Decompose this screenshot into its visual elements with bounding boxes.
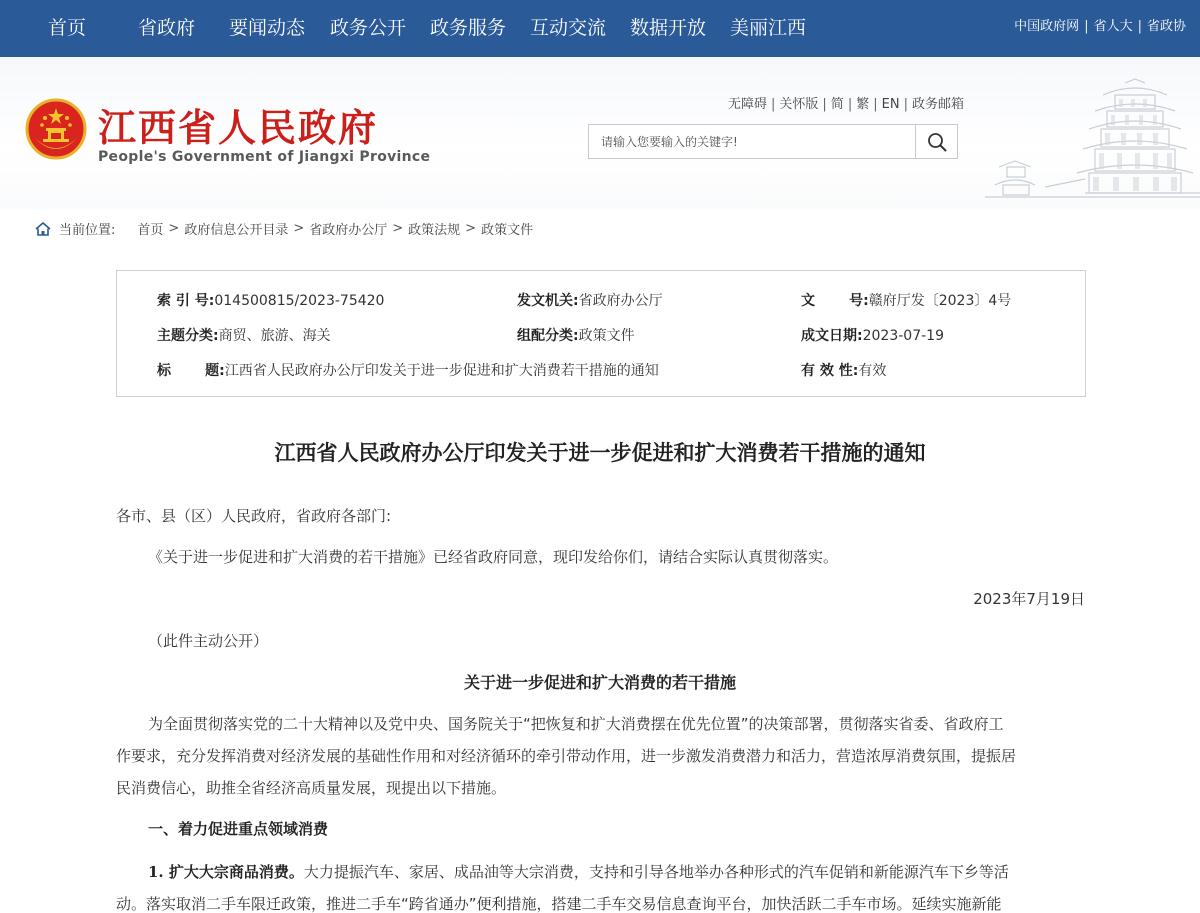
top-nav [0,0,1200,57]
item-1-line-1-text: 大力提振汽车、家居、成品油等大宗消费，支持和引导各地举办各种形式的汽车促销和新能源汽车下乡等活 [303,863,1009,881]
meta-topic [157,325,331,345]
link-provincial-congress[interactable]: 省人大 [1093,19,1133,34]
intro-paragraph [116,708,1086,804]
nav-home[interactable]: 首页 [48,17,87,39]
breadcrumb-label: 当前位置: [59,223,116,238]
salutation: 各市、县（区）人民政府，省政府各部门: [116,507,392,525]
meta-validity-key: 有 效 性: [801,363,859,379]
document-date: 2023年7月19日 [973,590,1085,608]
meta-title [157,360,659,380]
site-header [0,57,1200,209]
item-1-paragraph [116,856,1086,913]
link-simplified[interactable]: 简 [830,97,844,112]
section-heading-1: 一、着力促进重点领域消费 [148,820,329,838]
meta-index-value: 014500815/2023-75420 [214,293,385,309]
meta-index-key: 索 引 号: [157,293,215,309]
meta-category [517,325,635,345]
search-icon [927,132,947,152]
meta-title-value: 江西省人民政府办公厅印发关于进一步促进和扩大消费若干措施的通知 [224,363,659,379]
meta-index [157,290,384,310]
site-title[interactable]: 江西省人民政府 [98,105,379,150]
meta-category-value: 政策文件 [578,328,635,344]
link-accessibility[interactable]: 无障碍 [728,97,768,112]
intro-line-2: 作要求，充分发挥消费对经济发展的基础性作用和对经济循环的牵引带动作用，进一步激发消费潜力和活力，营造浓厚消费氛围，提振居 [116,747,1017,765]
nav-provincial-government[interactable]: 省政府 [138,17,196,39]
utility-links: 无障碍 | 关怀版 | 简 | 繁 | EN | 政务邮箱 [728,97,964,112]
link-traditional[interactable]: 繁 [856,97,870,112]
measures-title: 关于进一步促进和扩大消费的若干措施 [463,673,736,692]
nav-data-open[interactable]: 数据开放 [630,17,707,39]
meta-issuer-key: 发文机关: [517,293,579,309]
link-provincial-cppcc[interactable]: 省政协 [1146,19,1186,34]
meta-date-value: 2023-07-19 [862,328,944,344]
national-emblem-icon[interactable] [25,98,87,160]
tengwang-pavilion-illustration [985,75,1200,209]
nav-government-services[interactable]: 政务服务 [430,17,507,39]
item-1-line-1 [116,856,1086,888]
search-input[interactable] [589,125,916,158]
notice-body: 《关于进一步促进和扩大消费的若干措施》已经省政府同意，现印发给你们，请结合实际认真贯彻落实。 [148,548,839,566]
link-china-gov[interactable]: 中国政府网 [1014,19,1080,34]
nav-interaction[interactable]: 互动交流 [530,17,607,39]
breadcrumb-home[interactable]: 首页 [137,223,164,238]
breadcrumb-info-catalog[interactable]: 政府信息公开目录 [184,223,289,238]
document-metadata-box [116,270,1086,397]
breadcrumb: 当前位置: 首页 > 政府信息公开目录 > 省政府办公厅 > 政策法规 > 政策文件 [35,219,533,238]
home-icon [35,222,51,236]
link-care-mode[interactable]: 关怀版 [779,97,819,112]
item-1-lead: 1. 扩大大宗商品消费。 [148,863,304,881]
breadcrumb-policy-regulations[interactable]: 政策法规 [408,223,461,238]
breadcrumb-general-office[interactable]: 省政府办公厅 [309,223,388,238]
meta-date [801,325,944,345]
meta-issuer-value: 省政府办公厅 [578,293,663,309]
meta-docno-value: 赣府厅发〔2023〕4号 [868,293,1012,309]
meta-category-key: 组配分类: [517,328,579,344]
intro-line-1: 为全面贯彻落实党的二十大精神以及党中央、国务院关于“把恢复和扩大消费摆在优先位置”的决策部署，贯彻落实省委、省政府工 [148,715,1004,733]
meta-validity [801,360,886,380]
nav-government-affairs-open[interactable]: 政务公开 [330,17,407,39]
meta-docno [801,290,1011,310]
site-subtitle: People's Government of Jiangxi Province [98,149,431,165]
meta-date-key: 成文日期: [801,328,863,344]
meta-docno-key: 文 号: [801,293,869,309]
nav-news[interactable]: 要闻动态 [229,17,306,39]
nav-beautiful-jiangxi[interactable]: 美丽江西 [730,17,807,39]
search-button[interactable] [915,125,957,158]
meta-issuer [517,290,663,310]
link-english[interactable]: EN [881,97,900,112]
top-links: 中国政府网 | 省人大 | 省政协 [1014,19,1186,34]
meta-title-key: 标 题: [157,363,225,379]
meta-validity-value: 有效 [858,363,887,379]
public-note: （此件主动公开） [148,632,269,650]
link-gov-mail[interactable]: 政务邮箱 [911,97,964,112]
item-1-line-2: 动。落实取消二手车限迁政策，推进二手车“跨省通办”便利措施，搭建二手车交易信息查询平台，加快活跃二手车市场。延续实施新能 [116,895,1002,913]
meta-topic-value: 商贸、旅游、海关 [218,328,331,344]
intro-line-3: 民消费信心，助推全省经济高质量发展，现提出以下措施。 [116,779,507,797]
document-title: 江西省人民政府办公厅印发关于进一步促进和扩大消费若干措施的通知 [274,441,926,465]
meta-topic-key: 主题分类: [157,328,219,344]
search-box [588,124,958,159]
breadcrumb-policy-documents[interactable]: 政策文件 [481,223,534,238]
